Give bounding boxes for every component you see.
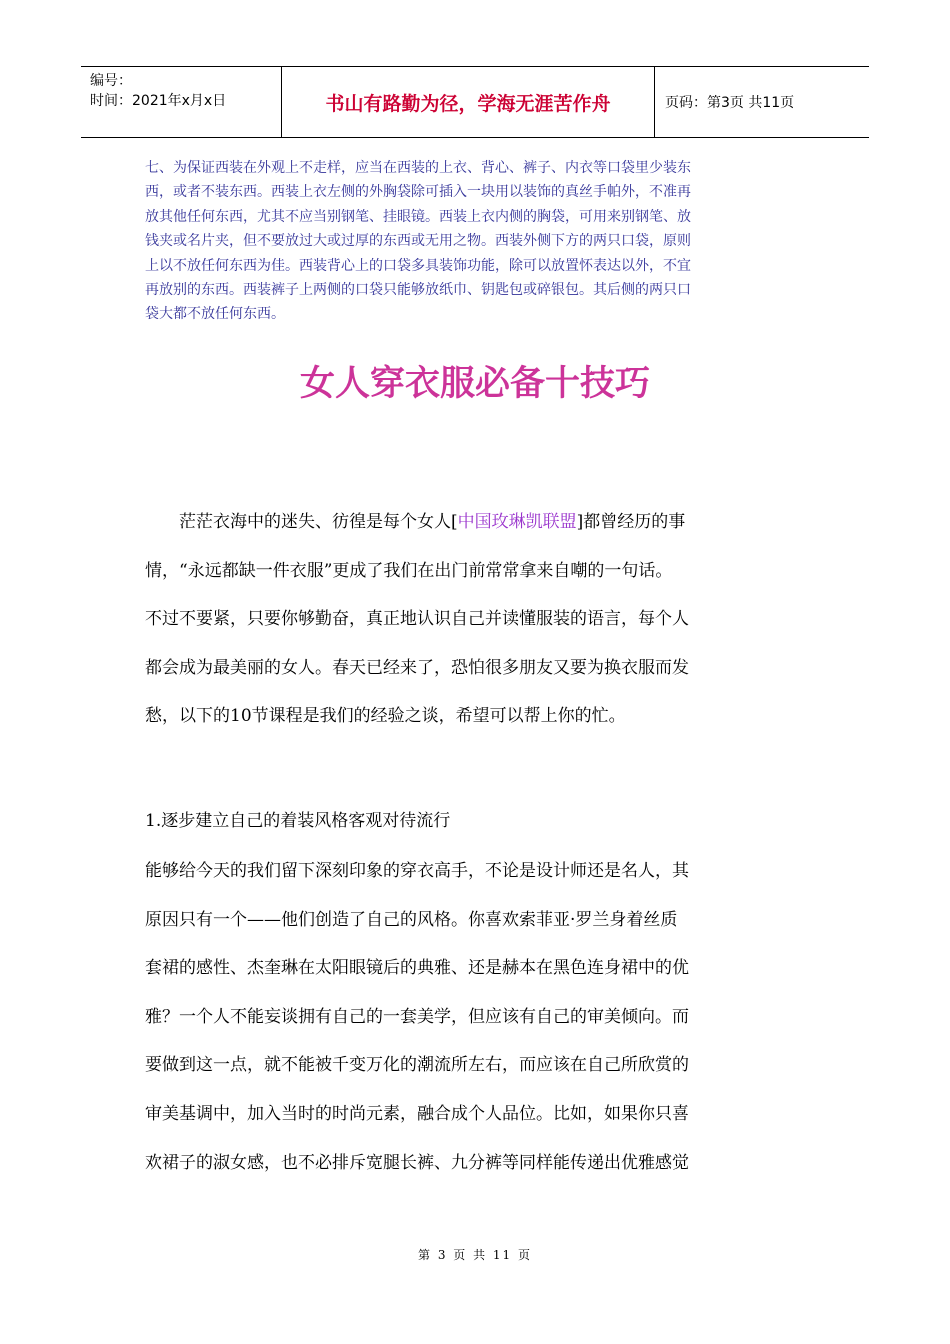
suit-pocket-paragraph <box>145 156 803 327</box>
paragraph-line: 放其他任何东西，尤其不应当别钢笔、挂眼镜。西装上衣内侧的胸袋，可用来别钢笔、放 <box>145 208 691 225</box>
paragraph-line: 审美基调中，加入当时的时尚元素，融合成个人品位。比如，如果你只喜 <box>145 1103 689 1124</box>
paragraph-line: 欢裙子的淑女感，也不必排斥宽腿长裤、九分裤等同样能传递出优雅感觉 <box>145 1152 689 1173</box>
paragraph-line: 再放别的东西。西装裤子上两侧的口袋只能够放纸巾、钥匙包或碎银包。其后侧的两只口 <box>145 282 691 299</box>
paragraph-line: 情，“永远都缺一件衣服”更成了我们在出门前常常拿来自嘲的一句话。 <box>145 560 673 581</box>
page-title: 女人穿衣服必备十技巧 <box>299 363 650 404</box>
paragraph-line: 能够给今天的我们留下深刻印象的穿衣高手，不论是设计师还是名人，其 <box>145 861 689 881</box>
intro-text: 茫茫衣海中的迷失、彷徨是每个女人[ <box>179 512 458 532</box>
paragraph-line: 七、为保证西装在外观上不走样，应当在西装的上衣、背心、裤子、内衣等口袋里少装东 <box>145 160 691 176</box>
header-page-info: 页码：第3页 共11页 <box>665 95 795 111</box>
header-motto: 书山有路勤为径，学海无涯苦作舟 <box>282 67 655 137</box>
code-label: 编号： <box>90 73 132 89</box>
paragraph-line: 套裙的感性、杰奎琳在太阳眼镜后的典雅、还是赫本在黑色连身裙中的优 <box>145 958 689 979</box>
time-label: 时间：2021年x月x日 <box>90 93 227 109</box>
header-meta <box>81 67 282 137</box>
paragraph-line: 都会成为最美丽的女人。春天已经来了，恐怕很多朋友又要为换衣服而发 <box>145 657 689 678</box>
paragraph-line: 袋大都不放任何东西。 <box>145 306 285 323</box>
paragraph-line: 西，或者不装东西。西装上衣左侧的外胸袋除可插入一块用以装饰的真丝手帕外，不准再 <box>145 184 691 201</box>
document-header <box>81 66 869 138</box>
paragraph-line: 要做到这一点，就不能被千变万化的潮流所左右，而应该在自己所欣赏的 <box>145 1055 689 1076</box>
mary-kay-link[interactable]: 中国玫琳凯联盟 <box>457 512 577 532</box>
intro-text: ]都曾经历的事 <box>576 512 686 532</box>
paragraph-line: 不过不要紧，只要你够勤奋，真正地认识自己并读懂服装的语言，每个人 <box>145 609 689 630</box>
paragraph-line: 上以不放任何东西为佳。西装背心上的口袋多具装饰功能，除可以放置怀表达以外，不宜 <box>145 257 691 274</box>
paragraph-line: 原因只有一个——他们创造了自己的风格。你喜欢索菲亚·罗兰身着丝质 <box>145 909 678 930</box>
page-footer: 第 3 页 共 11 页 <box>418 1248 532 1262</box>
section1-paragraph <box>145 847 805 1187</box>
intro-paragraph <box>145 498 805 741</box>
paragraph-line <box>145 498 805 547</box>
section-heading: 1.逐步建立自己的着装风格客观对待流行 <box>145 811 451 831</box>
paragraph-line: 愁，以下的10节课程是我们的经验之谈，希望可以帮上你的忙。 <box>145 706 626 727</box>
paragraph-line: 钱夹或名片夹，但不要放过大或过厚的东西或无用之物。西装外侧下方的两只口袋，原则 <box>145 233 691 250</box>
paragraph-line: 雅？一个人不能妄谈拥有自己的一套美学，但应该有自己的审美倾向。而 <box>145 1006 689 1027</box>
